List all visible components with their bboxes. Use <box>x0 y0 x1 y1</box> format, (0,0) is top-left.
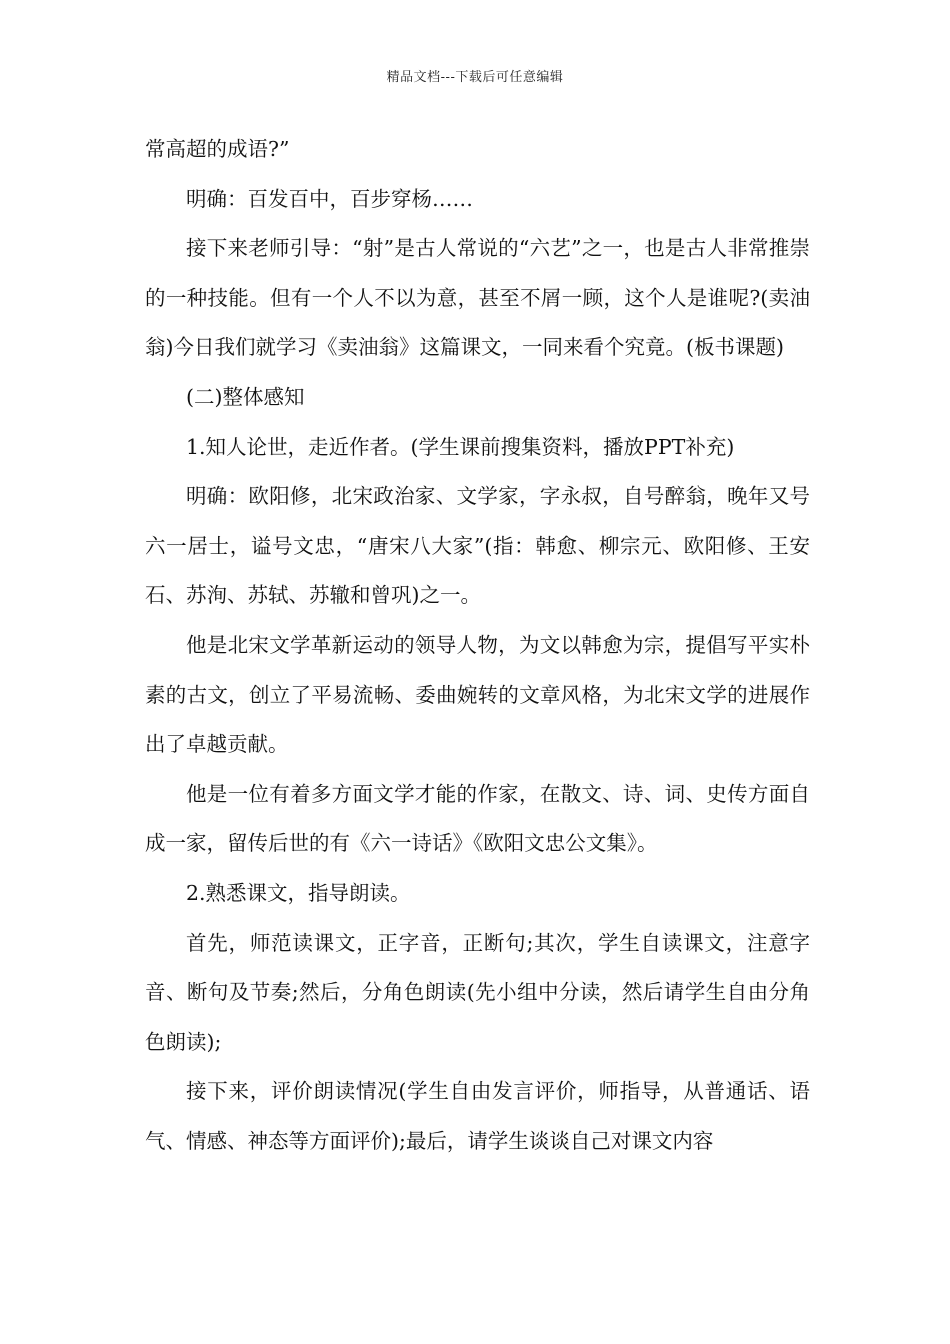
item-read-text: 2.熟悉课文，指导朗读。 <box>186 880 411 905</box>
paragraph-evaluation: 接下来，评价朗读情况(学生自由发言评价，师指导，从普通话、语气、情感、神态等方面评价);最后，请学生谈谈自己对课文内容 <box>145 1079 810 1153</box>
document-body <box>145 125 810 1166</box>
paragraph-author-leader: 他是北宋文学革新运动的领导人物，为文以韩愈为宗，提倡写平实朴素的古文，创立了平易流畅、委曲婉转的文章风格，为北宋文学的进展作出了卓越贡献。 <box>145 632 810 757</box>
paragraph-reading-steps: 首先，师范读课文，正字音，正断句;其次，学生自读课文，注意字音、断句及节奏;然后，分角色朗读(先小组中分读，然后请学生自由分角色朗读); <box>145 930 810 1054</box>
paragraph-teacher-guide: 接下来老师引导：“射”是古人常说的“六艺”之一，也是古人非常推崇的一种技能。但有一个人不以为意，甚至不屑一顾，这个人是谁呢?(卖油翁)今日我们就学习《卖油翁》这篇课文，一同来看个究竟。(板书课题) <box>145 236 810 360</box>
paragraph-continuation: 常高超的成语?” <box>145 137 290 161</box>
paragraph-author-works: 他是一位有着多方面文学才能的作家，在散文、诗、词、史传方面自成一家，留传后世的有《六一诗话》《欧阳文忠公文集》。 <box>145 781 810 856</box>
page-header: 精品文档---下载后可任意编辑 <box>386 70 564 85</box>
section-heading-overall: (二)整体感知 <box>186 384 305 409</box>
item-know-author: 1.知人论世，走近作者。(学生课前搜集资料，播放PPT补充) <box>186 434 735 459</box>
paragraph-answer-idioms: 明确：百发百中，百步穿杨…… <box>186 186 473 211</box>
paragraph-author-intro: 明确：欧阳修，北宋政治家、文学家，字永叔，自号醉翁，晚年又号六一居士，谥号文忠，“唐宋八大家”(指：韩愈、柳宗元、欧阳修、王安石、苏洵、苏轼、苏辙和曾巩)之一。 <box>145 484 810 608</box>
